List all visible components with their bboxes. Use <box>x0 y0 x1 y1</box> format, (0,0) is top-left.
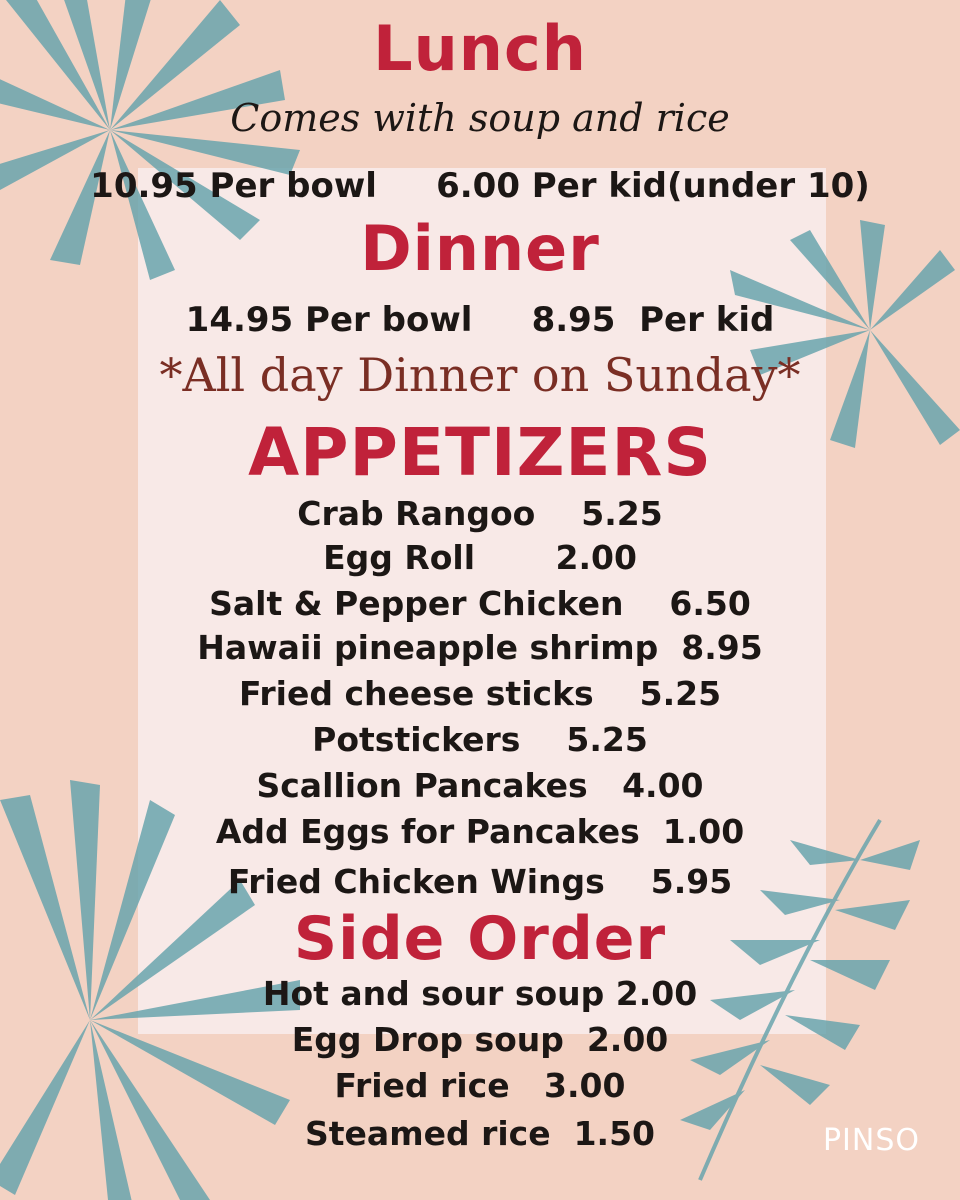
appetizer-item: Hawaii pineapple shrimp 8.95 <box>197 628 763 667</box>
appetizer-item: Scallion Pancakes 4.00 <box>256 766 704 805</box>
dinner-prices: 14.95 Per bowl 8.95 Per kid <box>185 300 775 340</box>
appetizer-item: Fried Chicken Wings 5.95 <box>227 862 733 901</box>
appetizer-item: Crab Rangoo 5.25 <box>297 494 663 533</box>
lunch-prices: 10.95 Per bowl 6.00 Per kid(under 10) <box>90 166 870 206</box>
lunch-subtitle: Comes with soup and rice <box>230 96 730 140</box>
appetizer-item: Add Eggs for Pancakes 1.00 <box>215 812 745 851</box>
sunday-note: *All day Dinner on Sunday* <box>159 348 801 402</box>
appetizer-item: Fried cheese sticks 5.25 <box>238 674 722 713</box>
side-order-item: Hot and sour soup 2.00 <box>262 974 698 1013</box>
appetizer-item: Egg Roll 2.00 <box>323 538 637 577</box>
dinner-title: Dinner <box>360 212 600 285</box>
pinso-watermark: PINSO <box>822 1123 920 1158</box>
side-order-title: Side Order <box>293 904 667 974</box>
side-order-item: Steamed rice 1.50 <box>305 1114 655 1153</box>
appetizer-item: Potstickers 5.25 <box>312 720 648 759</box>
side-order-item: Fried rice 3.00 <box>334 1066 626 1105</box>
side-order-item: Egg Drop soup 2.00 <box>291 1020 669 1059</box>
appetizers-title: APPETIZERS <box>248 414 712 491</box>
lunch-title: Lunch <box>373 12 587 85</box>
appetizer-item: Salt & Pepper Chicken 6.50 <box>209 584 751 623</box>
